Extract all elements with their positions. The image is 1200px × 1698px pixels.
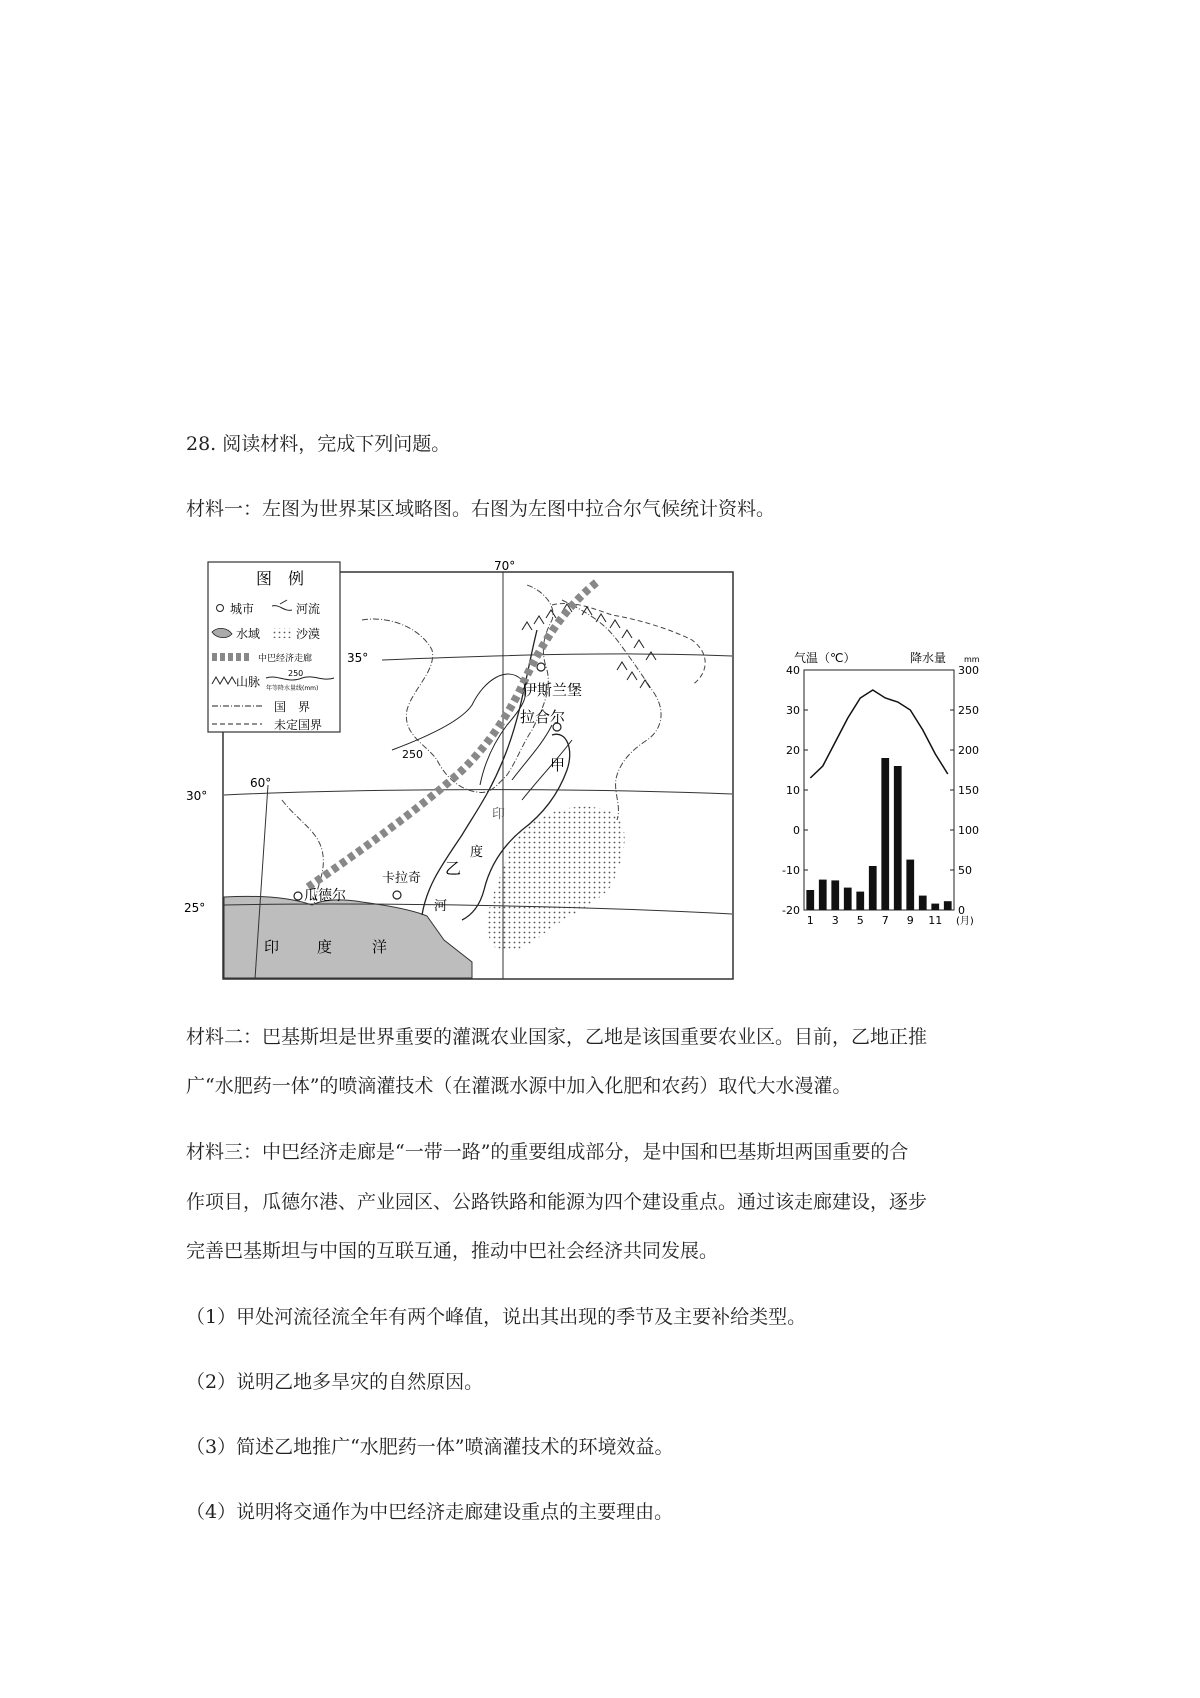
temp-tick-label: -20 [782,904,800,917]
lat-25-label: 25° [184,901,206,915]
precip-tick-label: 0 [958,904,965,917]
precip-bar-month-9 [906,860,914,910]
lahore-climate-chart [778,648,994,948]
label-indus-2: 度 [470,845,484,860]
precip-tick-label: 150 [958,784,979,797]
temperature-line [810,690,948,778]
month-tick-label: 5 [856,914,864,927]
sub-question-1: （1）甲处河流径流全年有两个峰值，说出其出现的季节及主要补给类型。 [186,1306,807,1328]
city-gwadar [294,892,302,900]
label-lahore: 拉合尔 [520,708,566,726]
lon-60-label: 60° [250,776,272,790]
temp-tick-label: 40 [786,664,800,677]
label-ocean-1: 印 [264,938,284,956]
svg-text:沙漠: 沙漠 [296,627,321,641]
region-map [184,559,734,980]
lon-70-label: 70° [494,559,516,573]
precip-tick-label: 250 [958,704,979,717]
svg-text:城市: 城市 [230,602,255,616]
sub-question-2: （2）说明乙地多旱灾的自然原因。 [186,1371,484,1393]
label-yi: 乙 [445,859,462,878]
svg-text:未定国界: 未定国界 [274,718,323,732]
material-two-line-2: 广“水肥药一体”的喷滴灌技术（在灌溉水源中加入化肥和农药）取代大水漫灌。 [186,1075,852,1097]
material-three-line-1: 材料三：中巴经济走廊是“一带一路”的重要组成部分，是中国和巴基斯坦两国重要的合 [186,1141,909,1163]
svg-text:山脉: 山脉 [236,675,261,689]
temp-tick-label: 0 [793,824,800,837]
precip-bar-month-4 [844,888,852,910]
temp-tick-label: 20 [786,744,800,757]
left-axis-label: 气温（℃） [794,651,856,665]
legend-title: 图 例 [256,569,305,588]
svg-text:中巴经济走廊: 中巴经济走廊 [258,654,313,664]
city-islamabad [537,663,545,671]
month-tick-label: 3 [831,914,839,927]
temp-tick-label: 30 [786,704,800,717]
label-ocean-3: 洋 [372,938,388,956]
precip-bar-month-11 [931,904,939,910]
label-karachi: 卡拉奇 [382,871,422,886]
precip-bar-month-12 [944,901,952,910]
label-indus-3: 河 [434,899,448,914]
month-tick-label: 11 [928,914,943,927]
svg-text:水域: 水域 [236,627,261,641]
temp-tick-label: 10 [786,784,800,797]
precip-bar-month-8 [894,766,902,910]
temp-tick-label: -10 [782,864,800,877]
chart-axes [804,670,954,910]
map-legend [208,562,340,732]
right-axis-label: 降水量 [910,651,947,665]
precip-tick-label: 200 [958,744,979,757]
material-two-line-1: 材料二：巴基斯坦是世界重要的灌溉农业国家，乙地是该国重要农业区。目前，乙地正推 [186,1026,928,1048]
precip-bar-month-3 [831,880,839,910]
svg-text:河流: 河流 [296,602,321,616]
label-jia: 甲 [550,756,566,774]
material-one: 材料一：左图为世界某区域略图。右图为左图中拉合尔气候统计资料。 [186,498,776,520]
svg-text:250: 250 [288,669,304,678]
chart-ticks [782,664,979,927]
precip-bar-month-5 [856,892,864,910]
label-gwadar: 瓜德尔 [304,888,346,904]
plot-frame [804,670,954,910]
precip-bar-month-2 [819,880,827,910]
label-ocean-2: 度 [317,938,333,956]
month-unit-label: (月) [956,916,974,927]
month-tick-label: 1 [806,914,814,927]
isohyet-label: 250 [402,748,423,761]
precipitation-bars [806,758,951,910]
right-axis-unit: mm [964,655,980,664]
sub-question-4: （4）说明将交通作为中巴经济走廊建设重点的主要理由。 [186,1501,674,1523]
month-tick-label: 7 [881,914,889,927]
material-three-line-2: 作项目，瓜德尔港、产业园区、公路铁路和能源为四个建设重点。通过该走廊建设，逐步 [186,1191,928,1213]
precip-bar-month-10 [919,896,927,910]
precip-tick-label: 50 [958,864,972,877]
month-tick-label: 9 [906,914,914,927]
svg-text:国 界: 国 界 [274,700,311,714]
city-karachi [393,891,401,899]
precip-tick-label: 100 [958,824,979,837]
precip-bar-month-6 [869,866,877,910]
precip-bar-month-1 [806,890,814,910]
lat-30-label: 30° [186,789,208,803]
sub-question-3: （3）简述乙地推广“水肥药一体”喷滴灌技术的环境效益。 [186,1436,674,1458]
lat-35-label: 35° [347,651,369,665]
label-islamabad: 伊斯兰堡 [522,681,583,699]
label-indus-1: 印 [492,807,506,822]
precip-bar-month-7 [881,758,889,910]
material-three-line-3: 完善巴基斯坦与中国的互联互通，推动中巴社会经济共同发展。 [186,1240,719,1262]
question-title: 28. 阅读材料，完成下列问题。 [186,433,451,455]
precip-tick-label: 300 [958,664,979,677]
svg-text:年等降水量线(mm): 年等降水量线(mm) [266,685,319,692]
